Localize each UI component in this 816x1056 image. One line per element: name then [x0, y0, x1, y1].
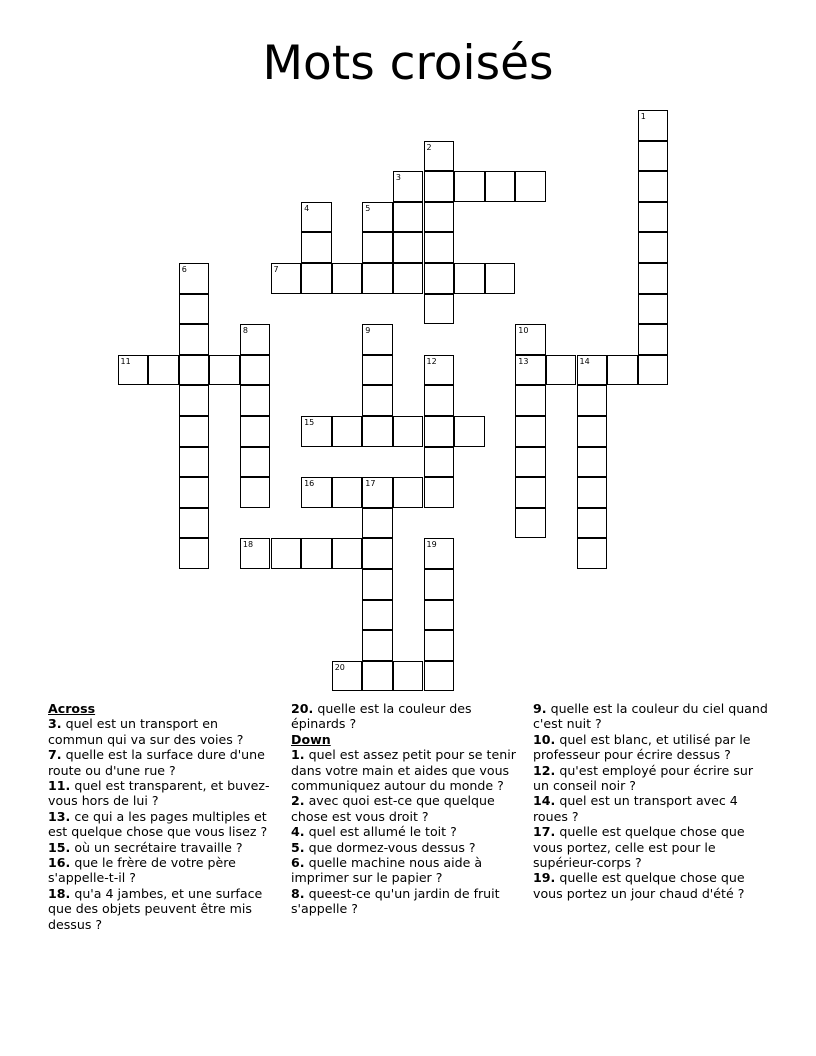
- clue-number: 1: [640, 112, 646, 121]
- grid-cell[interactable]: [607, 355, 638, 386]
- clue-number: 8: [242, 326, 248, 336]
- grid-cell[interactable]: [332, 263, 363, 294]
- grid-cell[interactable]: [118, 355, 149, 386]
- grid-cell[interactable]: [577, 385, 608, 416]
- clue-across-11: 11. quel est transparent, et buvez-vous hors de lui ?: [48, 778, 270, 809]
- page-title: Mots croisés: [262, 36, 554, 91]
- clue-down-6: 6. quelle machine nous aide à imprimer sur le papier ?: [291, 855, 483, 886]
- grid-cell[interactable]: [515, 324, 546, 355]
- grid-cell[interactable]: [577, 477, 608, 508]
- clue-number: 6: [181, 265, 187, 274]
- grid-cell[interactable]: [393, 202, 424, 233]
- grid-cell[interactable]: [638, 110, 669, 141]
- grid-cell[interactable]: [240, 447, 271, 478]
- grid-cell[interactable]: [638, 202, 669, 233]
- grid-cell[interactable]: [424, 202, 455, 233]
- grid-cell[interactable]: [577, 416, 608, 447]
- clues-column-3: [533, 701, 769, 901]
- grid-cell[interactable]: [240, 355, 271, 386]
- grid-cell[interactable]: [362, 569, 393, 600]
- grid-cell[interactable]: [179, 263, 210, 294]
- grid-cell[interactable]: [179, 355, 210, 386]
- grid-cell[interactable]: [638, 355, 669, 386]
- clue-number: 3: [395, 173, 401, 183]
- grid-cell[interactable]: [362, 355, 393, 386]
- clue-number: 19: [426, 540, 437, 550]
- clue-across-15: 15. où un secrétaire travaille ?: [48, 839, 243, 855]
- clue-down-2: 2. avec quoi est-ce que quelque chose est vous droit ?: [291, 793, 495, 824]
- grid-cell[interactable]: [179, 294, 210, 325]
- grid-cell[interactable]: [638, 141, 669, 172]
- clue-number: 7: [273, 265, 279, 274]
- clue-down-17: 17. quelle est quelque chose que vous portez, celle est pour le supérieur-corps ?: [533, 824, 745, 871]
- grid-cell[interactable]: [424, 447, 455, 478]
- grid-cell[interactable]: [424, 385, 455, 416]
- grid-cell[interactable]: [424, 294, 455, 325]
- grid-cell[interactable]: [577, 538, 608, 569]
- clue-across-20: 20. quelle est la couleur des épinards ?: [291, 701, 472, 732]
- clue-across-13: 13. ce qui a les pages multiples et est quelque chose que vous lisez ?: [48, 808, 268, 840]
- grid-cell[interactable]: [424, 232, 455, 263]
- grid-cell[interactable]: [332, 538, 363, 569]
- grid-cell[interactable]: [638, 324, 669, 355]
- grid-cell[interactable]: [485, 263, 516, 294]
- clue-number: 2: [426, 142, 432, 152]
- clue-number: 20: [334, 662, 345, 672]
- clue-down-9: 9. quelle est la couleur du ciel quand c'est nuit ?: [533, 701, 768, 732]
- grid-cell[interactable]: [240, 538, 271, 569]
- clue-number: 10: [518, 326, 529, 336]
- grid-cell[interactable]: [240, 324, 271, 355]
- clue-across-7: 7. quelle est la surface dure d'une route ou d'une rue ?: [48, 747, 265, 778]
- grid-cell[interactable]: [638, 171, 669, 202]
- grid-cell[interactable]: [301, 477, 332, 508]
- grid-cell[interactable]: [362, 538, 393, 569]
- grid-cell[interactable]: [179, 538, 210, 569]
- grid-cell[interactable]: [362, 600, 393, 631]
- grid-cell[interactable]: [393, 477, 424, 508]
- grid-cell[interactable]: [179, 324, 210, 355]
- clue-across-16: 16. que le frère de votre père s'appelle-t-il ?: [48, 855, 236, 886]
- grid-cell[interactable]: [362, 661, 393, 692]
- grid-cell[interactable]: [240, 385, 271, 416]
- clue-down-12: 12. qu'est employé pour écrire sur un conseil noir ?: [533, 762, 754, 794]
- grid-cell[interactable]: [301, 263, 332, 294]
- clue-across-3: 3. quel est un transport en commun qui va sur des voies ?: [48, 716, 244, 747]
- grid-cell[interactable]: [515, 447, 546, 478]
- grid-cell[interactable]: [393, 232, 424, 263]
- grid-cell[interactable]: [454, 171, 485, 202]
- grid-cell[interactable]: [577, 355, 608, 386]
- grid-cell[interactable]: [485, 171, 516, 202]
- grid-cell[interactable]: [332, 477, 363, 508]
- grid-cell[interactable]: [515, 477, 546, 508]
- grid-cell[interactable]: [209, 355, 240, 386]
- grid-cell[interactable]: [424, 630, 455, 661]
- grid-cell[interactable]: [362, 202, 393, 233]
- grid-cell[interactable]: [515, 385, 546, 416]
- grid-cell[interactable]: [362, 263, 393, 294]
- grid-cell[interactable]: [332, 661, 363, 692]
- grid-cell[interactable]: [179, 508, 210, 539]
- grid-cell[interactable]: [393, 416, 424, 447]
- clue-number: 12: [426, 356, 437, 366]
- grid-cell[interactable]: [577, 508, 608, 539]
- grid-cell[interactable]: [454, 416, 485, 447]
- grid-cell[interactable]: [301, 202, 332, 233]
- grid-cell[interactable]: [362, 385, 393, 416]
- grid-cell[interactable]: [577, 447, 608, 478]
- grid-cell[interactable]: [362, 508, 393, 539]
- grid-cell[interactable]: [515, 508, 546, 539]
- grid-cell[interactable]: [362, 630, 393, 661]
- clue-number: 18: [242, 540, 254, 550]
- grid-cell[interactable]: [393, 661, 424, 692]
- grid-cell[interactable]: [393, 263, 424, 294]
- grid-cell[interactable]: [240, 416, 271, 447]
- grid-cell[interactable]: [332, 416, 363, 447]
- grid-cell[interactable]: [179, 477, 210, 508]
- grid-cell[interactable]: [424, 569, 455, 600]
- grid-cell[interactable]: [271, 538, 302, 569]
- grid-cell[interactable]: [515, 416, 546, 447]
- grid-cell[interactable]: [179, 416, 210, 447]
- across-heading: Across: [48, 701, 96, 716]
- grid-cell[interactable]: [515, 355, 546, 386]
- clue-number: 14: [579, 356, 590, 366]
- clue-down-8: 8. queest-ce qu'un jardin de fruit s'appelle ?: [291, 885, 500, 917]
- grid-cell[interactable]: [638, 263, 669, 294]
- grid-cell[interactable]: [301, 232, 332, 263]
- clue-down-14: 14. quel est un transport avec 4 roues ?: [533, 793, 738, 824]
- grid-cell[interactable]: [424, 600, 455, 631]
- clue-down-1: 1. quel est assez petit pour se tenir dans votre main et aides que vous communiquez autour du monde ?: [291, 747, 516, 794]
- grid-cell[interactable]: [424, 171, 455, 202]
- grid-cell[interactable]: [362, 324, 393, 355]
- grid-cell[interactable]: [424, 538, 455, 569]
- clue-down-10: 10. quel est blanc, et utilisé par le professeur pour écrire dessus ?: [533, 731, 751, 763]
- clue-down-5: 5. que dormez-vous dessus ?: [291, 839, 476, 855]
- clue-number: 9: [365, 326, 371, 336]
- grid-cell[interactable]: [424, 355, 455, 386]
- grid-cell[interactable]: [301, 416, 332, 447]
- clue-number: 5: [365, 203, 371, 213]
- grid-cell[interactable]: [240, 477, 271, 508]
- grid-cell[interactable]: [515, 171, 546, 202]
- clue-number: 11: [120, 356, 131, 366]
- grid-cell[interactable]: [424, 477, 455, 508]
- clue-number: 4: [304, 203, 310, 213]
- clue-down-4: 4. quel est allumé le toit ?: [291, 824, 457, 840]
- grid-cell[interactable]: [148, 355, 179, 386]
- clues-column-2: [291, 701, 526, 917]
- clue-number: 15: [304, 418, 315, 427]
- grid-cell[interactable]: [362, 232, 393, 263]
- grid-cell[interactable]: [424, 141, 455, 172]
- grid-cell[interactable]: [179, 447, 210, 478]
- grid-cell[interactable]: [546, 355, 577, 386]
- clue-number: 13: [518, 356, 529, 366]
- grid-cell[interactable]: [424, 416, 455, 447]
- grid-cell[interactable]: [424, 661, 455, 692]
- grid-cell[interactable]: [271, 263, 302, 294]
- grid-cell[interactable]: [362, 477, 393, 508]
- grid-cell[interactable]: [301, 538, 332, 569]
- grid-cell[interactable]: [424, 263, 455, 294]
- down-heading: Down: [291, 731, 331, 747]
- clue-number: 16: [304, 479, 315, 489]
- clue-number: 17: [365, 479, 376, 489]
- grid-cell[interactable]: [454, 263, 485, 294]
- clue-across-18: 18. qu'a 4 jambes, et une surface que des objets peuvent être mis dessus ?: [48, 885, 263, 932]
- grid-cell[interactable]: [179, 385, 210, 416]
- grid-cell[interactable]: [393, 171, 424, 202]
- grid-cell[interactable]: [638, 294, 669, 325]
- clues-column-1: [48, 701, 276, 932]
- clue-down-19: 19. quelle est quelque chose que vous portez un jour chaud d'été ?: [533, 870, 745, 901]
- grid-cell[interactable]: [362, 416, 393, 447]
- grid-cell[interactable]: [638, 232, 669, 263]
